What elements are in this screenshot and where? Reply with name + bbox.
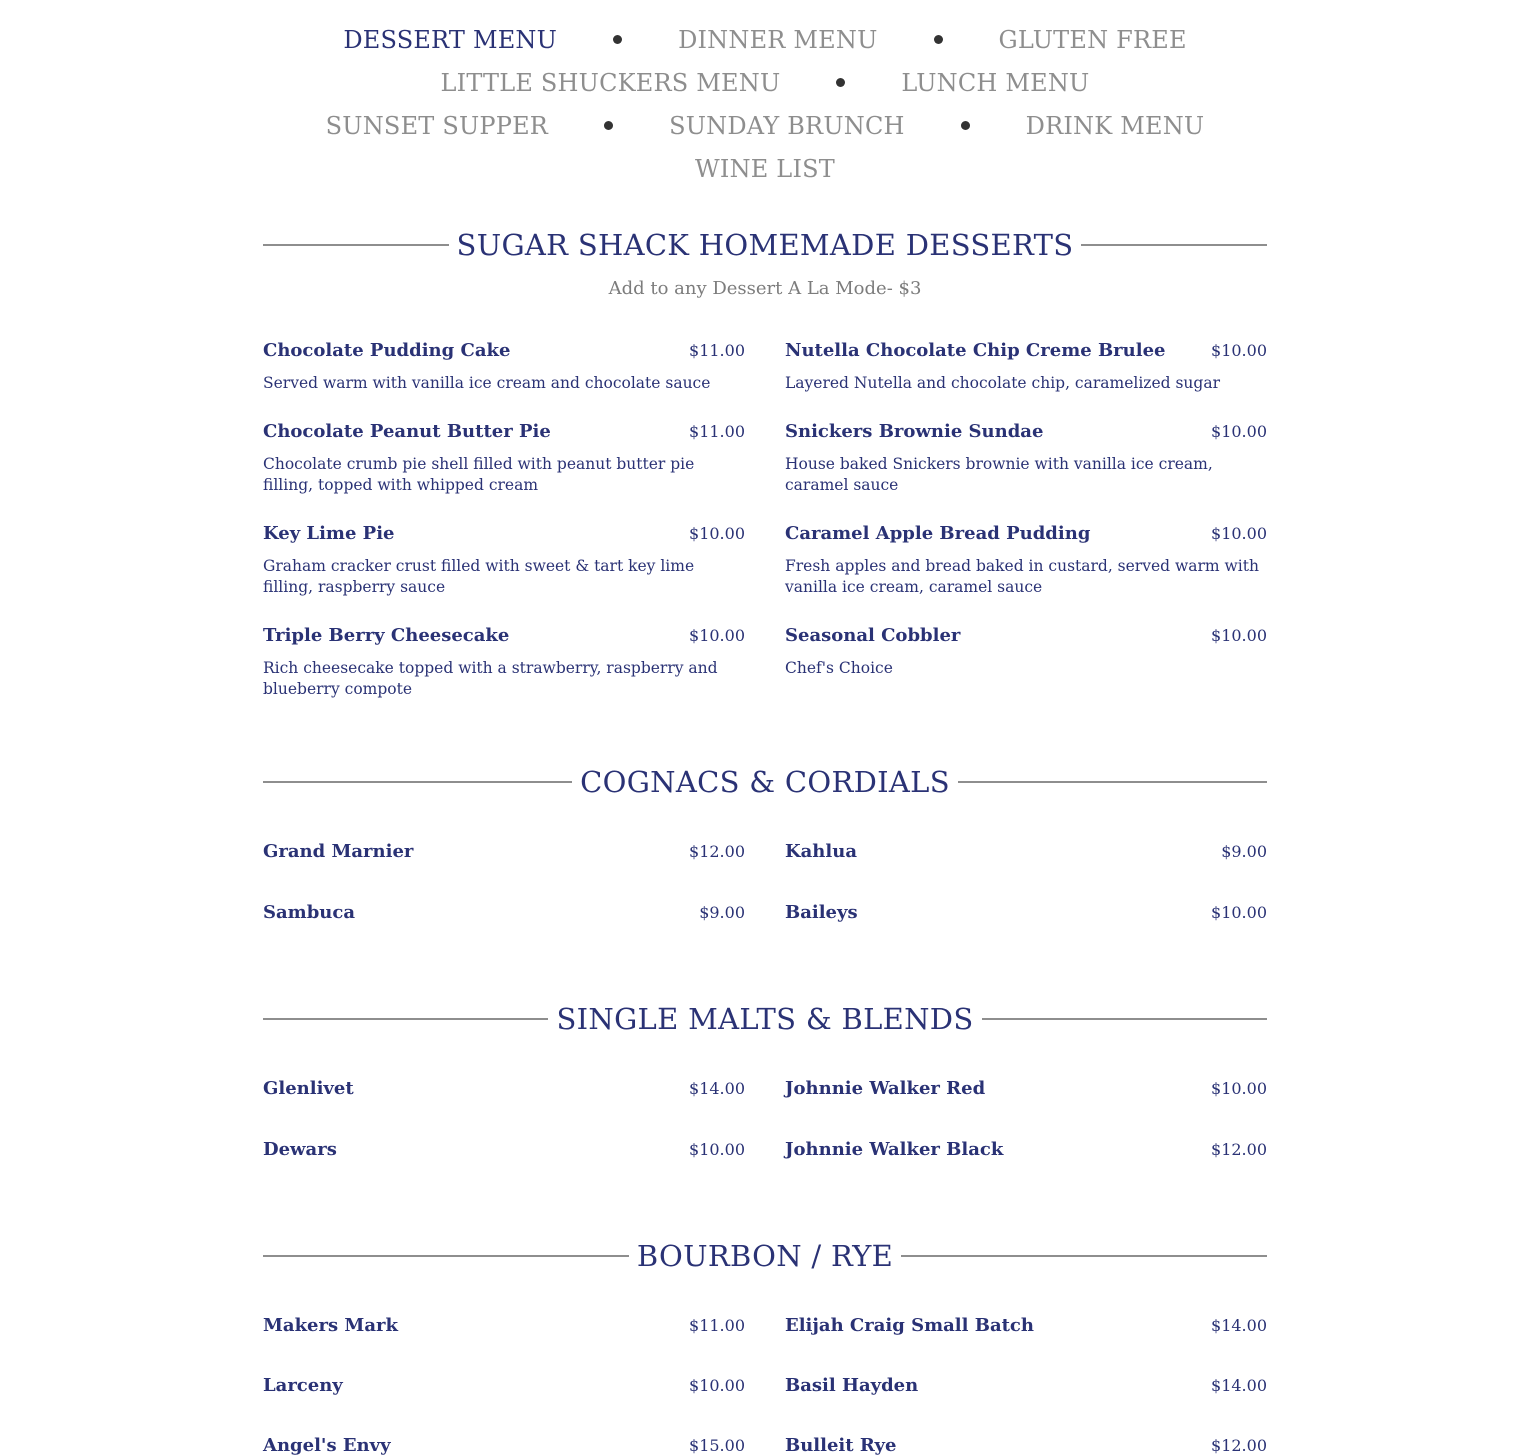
desserts-heading: SUGAR SHACK HOMEMADE DESSERTS	[456, 228, 1074, 262]
bourbon-item	[263, 1435, 745, 1456]
cognac-item	[263, 841, 745, 862]
item-price: $10.00	[689, 1140, 745, 1159]
dessert-item	[263, 340, 745, 394]
item-name: Caramel Apple Bread Pudding	[785, 523, 1091, 544]
malt-item	[785, 1139, 1267, 1160]
cognacs-section-title	[263, 765, 1267, 799]
item-price: $10.00	[1211, 903, 1267, 922]
item-price: $10.00	[1211, 341, 1267, 360]
malt-item	[785, 1078, 1267, 1099]
item-description: Chocolate crumb pie shell filled with peanut butter pie filling, topped with whipped cream	[263, 455, 695, 494]
nav-separator-dot	[613, 35, 622, 44]
item-name: Larceny	[263, 1375, 343, 1396]
title-divider-line	[263, 781, 572, 783]
item-name: Bulleit Rye	[785, 1435, 897, 1456]
cognac-item	[785, 841, 1267, 862]
nav-row	[0, 147, 1530, 190]
item-price: $10.00	[689, 1376, 745, 1395]
item-price: $10.00	[1211, 1079, 1267, 1098]
cognac-item	[263, 902, 745, 923]
item-name: Chocolate Pudding Cake	[263, 340, 511, 361]
nav-row	[0, 61, 1530, 104]
malt-item	[263, 1078, 745, 1099]
item-description: Rich cheesecake topped with a strawberry, raspberry and blueberry compote	[263, 659, 718, 698]
item-price: $12.00	[1211, 1140, 1267, 1159]
title-divider-line	[263, 1255, 629, 1257]
cognacs-heading: COGNACS & CORDIALS	[580, 765, 950, 799]
item-name: Seasonal Cobbler	[785, 625, 961, 646]
nav-row	[0, 18, 1530, 61]
item-description: Fresh apples and bread baked in custard, served warm with vanilla ice cream, caramel sauce	[785, 557, 1259, 596]
item-name: Dewars	[263, 1139, 337, 1160]
nav-separator-dot	[836, 78, 845, 87]
malt-item	[263, 1139, 745, 1160]
nav-dessert-menu[interactable]: DESSERT MENU	[343, 25, 558, 54]
bourbon-item	[785, 1375, 1267, 1396]
menu-nav	[0, 18, 1530, 190]
item-name: Glenlivet	[263, 1078, 354, 1099]
item-name: Sambuca	[263, 902, 356, 923]
nav-separator-dot	[961, 121, 970, 130]
dessert-item	[785, 340, 1267, 394]
item-name: Nutella Chocolate Chip Creme Brulee	[785, 340, 1166, 361]
item-name: Makers Mark	[263, 1315, 398, 1336]
nav-separator-dot	[934, 35, 943, 44]
title-divider-line	[1081, 244, 1267, 246]
bourbon-item	[263, 1375, 745, 1396]
item-price: $10.00	[1211, 626, 1267, 645]
item-name: Angel's Envy	[263, 1435, 391, 1456]
item-price: $9.00	[699, 903, 745, 922]
cognac-item	[785, 902, 1267, 923]
item-price: $10.00	[689, 524, 745, 543]
dessert-item	[263, 523, 745, 598]
dessert-item	[785, 523, 1267, 598]
title-divider-line	[901, 1255, 1267, 1257]
title-divider-line	[982, 1018, 1267, 1020]
nav-dinner-menu[interactable]: DINNER MENU	[678, 25, 878, 54]
item-price: $12.00	[689, 842, 745, 861]
bourbon-item	[263, 1315, 745, 1336]
item-description: Graham cracker crust filled with sweet & tart key lime filling, raspberry sauce	[263, 557, 695, 596]
desserts-section-title	[263, 228, 1267, 262]
item-price: $9.00	[1221, 842, 1267, 861]
item-name: Chocolate Peanut Butter Pie	[263, 421, 551, 442]
title-divider-line	[958, 781, 1267, 783]
title-divider-line	[263, 1018, 548, 1020]
item-name: Johnnie Walker Red	[785, 1078, 986, 1099]
item-name: Snickers Brownie Sundae	[785, 421, 1044, 442]
item-price: $14.00	[689, 1079, 745, 1098]
item-name: Johnnie Walker Black	[785, 1139, 1004, 1160]
dessert-item	[263, 625, 745, 700]
nav-lunch-menu[interactable]: LUNCH MENU	[901, 68, 1090, 97]
item-price: $11.00	[689, 341, 745, 360]
malts-section-title	[263, 1002, 1267, 1036]
item-name: Baileys	[785, 902, 858, 923]
item-price: $10.00	[1211, 524, 1267, 543]
nav-separator-dot	[604, 121, 613, 130]
nav-little-shuckers-menu[interactable]: LITTLE SHUCKERS MENU	[440, 68, 781, 97]
item-name: Elijah Craig Small Batch	[785, 1315, 1034, 1336]
item-price: $11.00	[689, 1316, 745, 1335]
item-price: $15.00	[689, 1436, 745, 1455]
item-description: Chef's Choice	[785, 659, 893, 677]
item-price: $12.00	[1211, 1436, 1267, 1455]
item-name: Triple Berry Cheesecake	[263, 625, 510, 646]
bourbon-heading: BOURBON / RYE	[636, 1239, 894, 1273]
nav-sunday-brunch[interactable]: SUNDAY BRUNCH	[669, 111, 905, 140]
bourbon-item	[785, 1435, 1267, 1456]
nav-wine-list[interactable]: WINE LIST	[695, 154, 835, 183]
item-price: $14.00	[1211, 1376, 1267, 1395]
item-description: House baked Snickers brownie with vanilla ice cream, caramel sauce	[785, 455, 1213, 494]
nav-sunset-supper[interactable]: SUNSET SUPPER	[325, 111, 549, 140]
title-divider-line	[263, 244, 449, 246]
item-price: $14.00	[1211, 1316, 1267, 1335]
item-name: Key Lime Pie	[263, 523, 395, 544]
desserts-subtitle: Add to any Dessert A La Mode- $3	[608, 278, 922, 299]
nav-drink-menu[interactable]: DRINK MENU	[1025, 111, 1205, 140]
malts-heading: SINGLE MALTS & BLENDS	[556, 1002, 974, 1036]
dessert-item	[785, 625, 1267, 679]
item-name: Basil Hayden	[785, 1375, 919, 1396]
item-price: $10.00	[1211, 422, 1267, 441]
item-name: Kahlua	[785, 841, 857, 862]
bourbon-section-title	[263, 1239, 1267, 1273]
nav-row	[0, 104, 1530, 147]
item-price: $11.00	[689, 422, 745, 441]
item-name: Grand Marnier	[263, 841, 414, 862]
item-description: Layered Nutella and chocolate chip, caramelized sugar	[785, 374, 1220, 392]
dessert-item	[263, 421, 745, 496]
nav-gluten-free[interactable]: GLUTEN FREE	[998, 25, 1187, 54]
bourbon-item	[785, 1315, 1267, 1336]
item-description: Served warm with vanilla ice cream and chocolate sauce	[263, 374, 711, 392]
item-price: $10.00	[689, 626, 745, 645]
dessert-item	[785, 421, 1267, 496]
